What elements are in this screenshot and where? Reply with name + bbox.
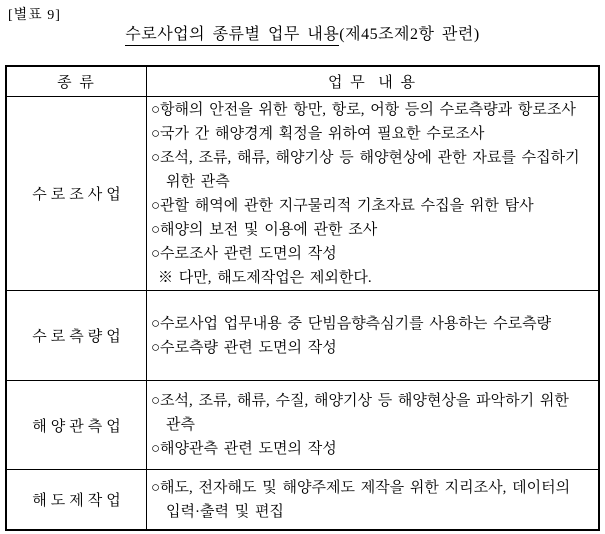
content-line: 위한 관측 (166, 173, 230, 190)
content-line: ○국가 간 해양경계 획정을 위하여 필요한 수로조사 (151, 125, 485, 142)
document-title (0, 21, 605, 44)
row-content-cell (147, 291, 598, 380)
row-type-label: 수로측량업 (32, 329, 125, 345)
row-type-cell (7, 97, 147, 290)
row-type-label: 해도제작업 (32, 493, 125, 509)
row-content-cell (147, 381, 598, 469)
header-content-label: 업 무 내 용 (328, 75, 417, 91)
row-type-cell (7, 381, 147, 469)
annex-tag: [별표 9] (8, 8, 61, 23)
content-line: ○항해의 안전을 위한 항만, 항로, 어항 등의 수로측량과 항로조사 (151, 101, 576, 118)
title-suffix: (제45조제2항 관련) (339, 26, 480, 43)
row-type-label: 해양관측업 (32, 418, 125, 435)
content-line: ○수로조사 관련 도면의 작성 (151, 245, 337, 262)
row-ocean-observation-business (7, 381, 598, 470)
row-hydrographic-survey-business (7, 97, 598, 291)
row-chart-production-business (7, 470, 598, 529)
business-content-table (5, 65, 600, 531)
content-line: ※ 다만, 해도제작업은 제외한다. (158, 269, 372, 286)
content-line: 관측 (166, 417, 195, 433)
content-line: 입력·출력 및 편집 (166, 503, 284, 520)
content-line: ○조석, 조류, 해류, 해양기상 등 해양현상에 관한 자료를 수집하기 (151, 149, 580, 166)
header-type-label: 종 류 (57, 75, 96, 91)
content-line: ○해양의 보전 및 이용에 관한 조사 (151, 221, 378, 238)
content-line: ○관할 해역에 관한 지구물리적 기초자료 수집을 위한 탐사 (151, 197, 534, 214)
header-cell-type (7, 67, 147, 96)
content-line: ○조석, 조류, 해류, 수질, 해양기상 등 해양현상을 파악하기 위한 (151, 393, 569, 409)
row-type-cell (7, 470, 147, 529)
content-line: ○해양관측 관련 도면의 작성 (151, 441, 337, 457)
content-line: ○수로사업 업무내용 중 단빔음향측심기를 사용하는 수로측량 (151, 315, 552, 332)
row-hydrographic-surveying-business (7, 291, 598, 381)
title-main-underlined: 수로사업의 종류별 업무 내용 (125, 26, 339, 46)
content-line: ○해도, 전자해도 및 해양주제도 제작을 위한 지리조사, 데이터의 (151, 479, 571, 496)
row-type-cell (7, 291, 147, 380)
row-content-cell (147, 97, 598, 290)
row-type-label: 수로조사업 (32, 187, 125, 203)
row-content-cell (147, 470, 598, 529)
header-cell-content (147, 67, 598, 96)
table-header-row (7, 67, 598, 97)
content-line: ○수로측량 관련 도면의 작성 (151, 339, 337, 356)
